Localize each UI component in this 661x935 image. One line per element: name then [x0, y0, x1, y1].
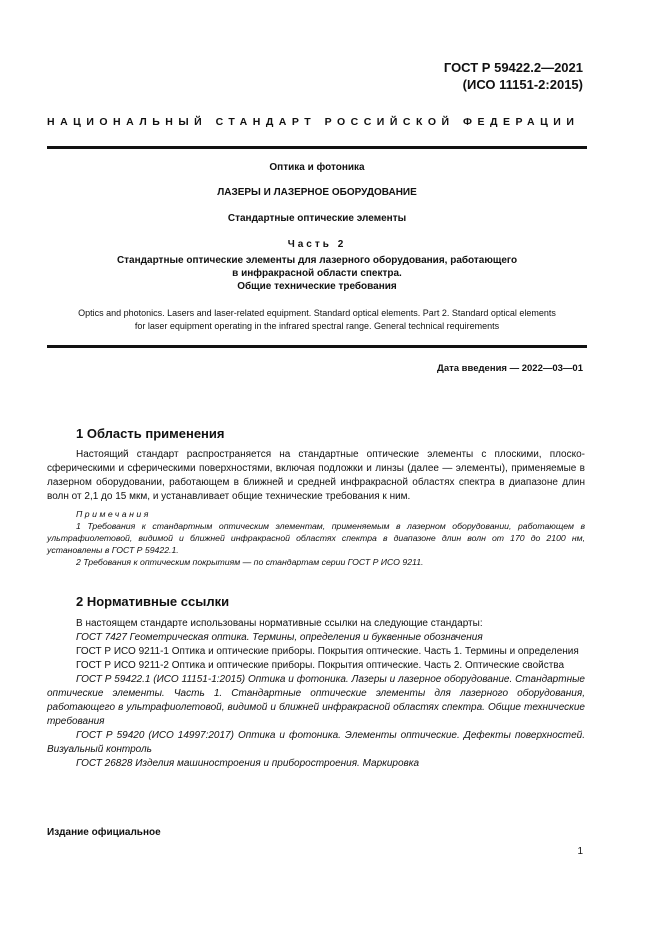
references-intro: В настоящем стандарте использованы нормативные ссылки на следующие стандарты: — [76, 618, 483, 629]
scope-paragraph: Настоящий стандарт распространяется на стандартные оптические элементы с плоскими, плоско-сферическими и сферическими поверхностями, включая подложки и линзы (далее — элементы), применяемые в лазерном оборудовании, работающем в ближней и средней инфракрасной областях спектра в диапазоне длин волн от 2,1 до 15 мкм, и устанавливает общие технические требования к ним. — [47, 449, 585, 502]
reference-6: ГОСТ 26828 Изделия машиностроения и приборостроения. Маркировка — [76, 758, 420, 769]
gost-number: ГОСТ Р 59422.2—2021 — [443, 60, 583, 75]
note-1: 1 Требования к стандартным оптическим элементам, применяемым в лазерном оборудовании, работающем в ультрафиолетовой, видимой и ближней инфракрасной областях спектра в диапазоне длин волн от 170 до 2100 нм, установлены в ГОСТ Р 59422.1. — [47, 521, 585, 555]
subtitle-line-1: Стандартные оптические элементы для лазерного оборудования, работающего — [116, 255, 518, 266]
title-line-3: Стандартные оптические элементы — [227, 213, 407, 224]
iso-number: (ИСО 11151-2:2015) — [462, 77, 583, 92]
english-title-line-2: for laser equipment operating in the infrared spectral range. General technical requirements — [134, 320, 500, 331]
reference-3: ГОСТ Р ИСО 9211-2 Оптика и оптические приборы. Покрытия оптические. Часть 2. Оптические свойства — [76, 660, 565, 671]
introduction-date: Дата введения — 2022—03—01 — [437, 363, 583, 374]
note-2: 2 Требования к оптическим покрытиям — по стандартам серии ГОСТ Р ИСО 9211. — [76, 557, 424, 567]
subtitle-line-2: в инфракрасной области спектра. — [232, 268, 402, 279]
bottom-rule — [47, 345, 587, 348]
part-label: Часть 2 — [287, 239, 347, 250]
top-rule — [47, 146, 587, 149]
title-line-2: ЛАЗЕРЫ И ЛАЗЕРНОЕ ОБОРУДОВАНИЕ — [217, 187, 417, 198]
national-standard-title: НАЦИОНАЛЬНЫЙ СТАНДАРТ РОССИЙСКОЙ ФЕДЕРАЦИИ — [47, 116, 580, 128]
section-1-body — [47, 448, 585, 504]
section-2-heading: 2 Нормативные ссылки — [76, 594, 230, 609]
notes-block — [47, 508, 585, 568]
official-edition-label: Издание официальное — [47, 827, 161, 838]
notes-heading: Примечания — [76, 509, 151, 519]
page-number: 1 — [577, 846, 583, 857]
section-1-heading: 1 Область применения — [76, 426, 225, 441]
reference-2: ГОСТ Р ИСО 9211-1 Оптика и оптические приборы. Покрытия оптические. Часть 1. Термины и определения — [76, 646, 579, 657]
reference-4: ГОСТ Р 59422.1 (ИСО 11151-1:2015) Оптика и фотоника. Лазеры и лазерное оборудование. Стандартные оптические элементы. Часть 1. Стандартные оптические элементы для лазерного оборудования, работающего в ультрафиолетовой, видимой и ближней инфракрасной областях спектра. Общие технические требования — [47, 674, 585, 727]
title-line-1: Оптика и фотоника — [269, 162, 365, 173]
english-title-line-1: Optics and photonics. Lasers and laser-related equipment. Standard optical elements. Part 2. Standard optical elements — [78, 308, 556, 318]
reference-1: ГОСТ 7427 Геометрическая оптика. Термины, определения и буквенные обозначения — [76, 632, 483, 643]
gost-identifier — [444, 59, 583, 93]
section-2-body — [47, 617, 585, 771]
subtitle-line-3: Общие технические требования — [237, 281, 397, 292]
english-title — [47, 307, 587, 332]
reference-5: ГОСТ Р 59420 (ИСО 14997:2017) Оптика и фотоника. Элементы оптические. Дефекты поверхностей. Визуальный контроль — [47, 730, 585, 755]
